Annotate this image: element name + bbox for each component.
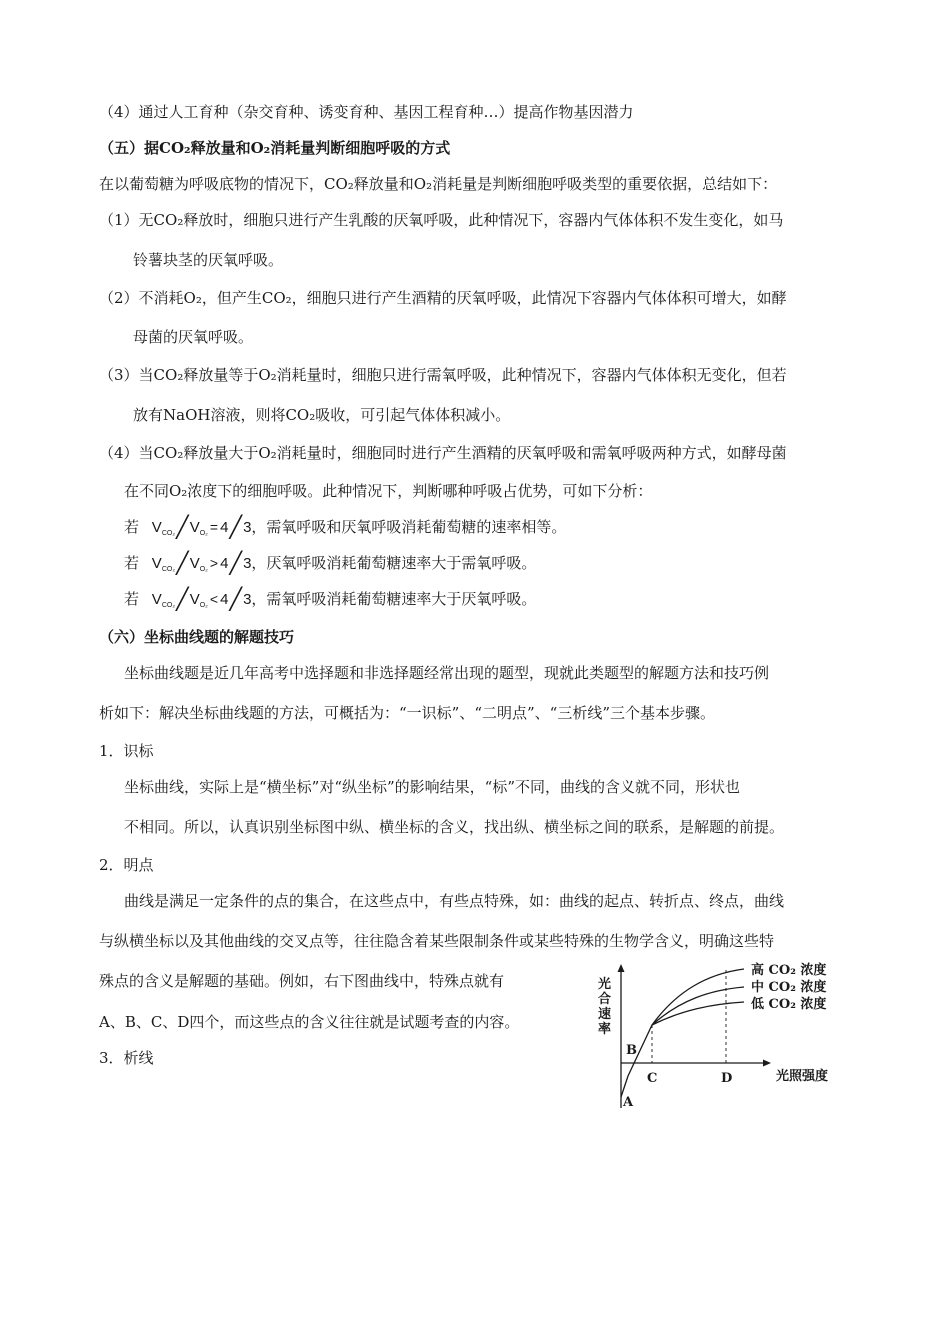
ratio-denominator: 3 xyxy=(243,519,252,536)
point-label-b: B xyxy=(626,1043,637,1058)
ratio-v: V xyxy=(151,555,162,572)
y-axis-label-1: 光 xyxy=(598,977,612,992)
section-heading-6: （六）坐标曲线题的解题技巧 xyxy=(99,628,295,646)
legend-mid-co2: 中 CO₂ 浓度 xyxy=(751,980,827,995)
ratio-denominator: 3 xyxy=(243,591,252,608)
step-heading-3: 3．析线 xyxy=(99,1049,154,1067)
paragraph-case-1: （1）无CO₂释放时，细胞只进行产生乳酸的厌氧呼吸，此种情况下，容器内气体体积不发生变化，如马 xyxy=(99,211,784,229)
y-axis-label-2: 合 xyxy=(598,992,612,1007)
legend-high-co2: 高 CO₂ 浓度 xyxy=(751,963,827,978)
ratio-line-equal xyxy=(124,517,566,544)
ratio-v: V xyxy=(189,555,200,572)
ratio-formula: $V_{CO_2}╱V_{O_2}$ > 4╱3 xyxy=(151,552,252,575)
step-heading-2: 2．明点 xyxy=(99,856,154,874)
ratio-line-less xyxy=(124,589,536,616)
ratio-sub-co2: CO₂ xyxy=(161,602,176,609)
y-axis-label-4: 率 xyxy=(598,1022,612,1037)
step-heading-1: 1．识标 xyxy=(99,742,154,760)
paragraph-step-2-cont: 与纵横坐标以及其他曲线的交叉点等，往往隐含着某些限制条件或某些特殊的生物学含义，明确这些特 xyxy=(99,932,775,950)
ratio-formula: $V_{CO_2}╱V_{O_2}$ < 4╱3 xyxy=(151,588,252,611)
paragraph-step-1-cont: 不相同。所以，认真识别坐标图中纵、横坐标的含义，找出纵、横坐标之间的联系，是解题的前提。 xyxy=(124,818,785,836)
ratio-text: ，需氧呼吸消耗葡萄糖速率大于厌氧呼吸。 xyxy=(251,590,537,608)
paragraph-curve-intro: 坐标曲线题是近几年高考中选择题和非选择题经常出现的题型，现就此类题型的解题方法和技巧例 xyxy=(124,664,770,682)
ratio-sub-o2: O₂ xyxy=(199,602,208,609)
point-label-a: A xyxy=(623,1095,634,1108)
paragraph-case-1-cont: 铃薯块茎的厌氧呼吸。 xyxy=(133,251,284,269)
ratio-line-greater xyxy=(124,553,536,580)
ratio-v: V xyxy=(189,591,200,608)
y-axis-arrow xyxy=(618,964,625,972)
paragraph-intro: 在以葡萄糖为呼吸底物的情况下，CO₂释放量和O₂消耗量是判断细胞呼吸类型的重要依据，总结如下： xyxy=(99,175,778,193)
paragraph-case-3-cont: 放有NaOH溶液，则将CO₂吸收，可引起气体体积减小。 xyxy=(133,406,511,424)
ratio-operator: = xyxy=(209,519,219,535)
paragraph-curve-intro-cont: 析如下：解决坐标曲线题的方法，可概括为：“一识标”、“二明点”、“三析线”三个基本步骤。 xyxy=(99,704,716,722)
ratio-v: V xyxy=(151,591,162,608)
ratio-v: V xyxy=(151,519,162,536)
ratio-text: ，需氧呼吸和厌氧呼吸消耗葡萄糖的速率相等。 xyxy=(251,518,567,536)
ratio-sub-o2: O₂ xyxy=(199,530,208,537)
ratio-text: ，厌氧呼吸消耗葡萄糖速率大于需氧呼吸。 xyxy=(251,554,537,572)
ratio-prefix: 若 xyxy=(124,554,140,572)
ratio-sub-o2: O₂ xyxy=(199,566,208,573)
paragraph-step-2: 曲线是满足一定条件的点的集合，在这些点中，有些点特殊，如：曲线的起点、转折点、终点，曲线 xyxy=(124,892,785,910)
paragraph-case-4-cont: 在不同O₂浓度下的细胞呼吸。此种情况下，判断哪种呼吸占优势，可如下分析： xyxy=(124,482,653,500)
ratio-numerator: 4 xyxy=(220,519,229,536)
paragraph-step-2-cont-2: 殊点的含义是解题的基础。例如，右下图曲线中，特殊点就有 xyxy=(99,972,505,990)
co2-curve-figure xyxy=(596,958,866,1108)
ratio-denominator: 3 xyxy=(243,555,252,572)
legend-low-co2: 低 CO₂ 浓度 xyxy=(751,997,827,1012)
ratio-v: V xyxy=(189,519,200,536)
ratio-operator: < xyxy=(209,591,219,607)
section-heading-5: （五）据CO₂释放量和O₂消耗量判断细胞呼吸的方式 xyxy=(99,139,451,157)
ratio-operator: > xyxy=(209,555,219,571)
paragraph-case-2-cont: 母菌的厌氧呼吸。 xyxy=(133,328,254,346)
paragraph-step-2-cont-3: A、B、C、D四个，而这些点的含义往往就是试题考查的内容。 xyxy=(99,1013,520,1031)
paragraph-case-2: （2）不消耗O₂，但产生CO₂，细胞只进行产生酒精的厌氧呼吸，此情况下容器内气体体积可增大，如酵 xyxy=(99,289,787,307)
x-axis-label: 光照强度 xyxy=(776,1069,829,1084)
paragraph-step-1: 坐标曲线，实际上是“横坐标”对“纵坐标”的影响结果，“标”不同，曲线的含义就不同，形状也 xyxy=(124,778,741,796)
ratio-numerator: 4 xyxy=(220,555,229,572)
paragraph-case-3: （3）当CO₂释放量等于O₂消耗量时，细胞只进行需氧呼吸，此种情况下，容器内气体体积无变化，但若 xyxy=(99,366,787,384)
paragraph-case-4: （4）当CO₂释放量大于O₂消耗量时，细胞同时进行产生酒精的厌氧呼吸和需氧呼吸两种方式，如酵母菌 xyxy=(99,444,787,462)
point-label-c: C xyxy=(647,1071,658,1086)
paragraph-breeding: （4）通过人工育种（杂交育种、诱变育种、基因工程育种…）提高作物基因潜力 xyxy=(99,103,634,121)
ratio-prefix: 若 xyxy=(124,518,140,536)
point-label-d: D xyxy=(721,1071,733,1086)
y-axis-label-3: 速 xyxy=(598,1007,612,1022)
ratio-sub-co2: CO₂ xyxy=(161,566,176,573)
x-axis-arrow xyxy=(763,1060,771,1067)
ratio-formula: $V_{CO_2}╱V_{O_2}$ = 4╱3 xyxy=(151,516,252,539)
ratio-prefix: 若 xyxy=(124,590,140,608)
ratio-sub-co2: CO₂ xyxy=(161,530,176,537)
ratio-numerator: 4 xyxy=(220,591,229,608)
